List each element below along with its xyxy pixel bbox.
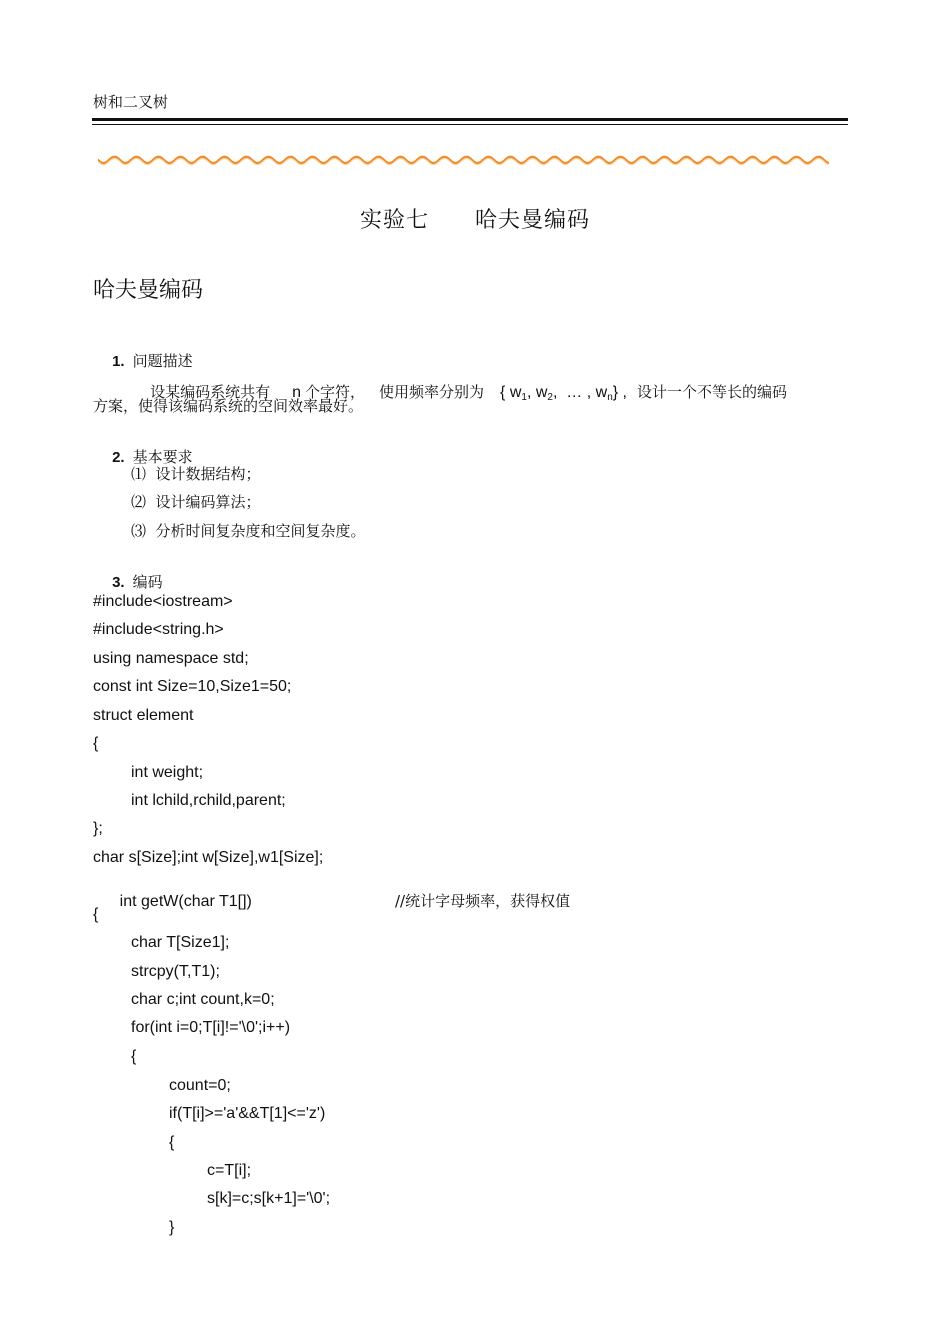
code-line: s[k]=c;s[k+1]='\0'; xyxy=(207,1190,331,1207)
heading-text: 基本要求 xyxy=(132,448,193,466)
code-line: struct element xyxy=(93,707,194,724)
code-line: { xyxy=(93,735,99,752)
problem-text-b: 个字符， xyxy=(305,383,366,401)
code-comment: //统计字母频率，获得权值 xyxy=(395,892,571,910)
code-line: count=0; xyxy=(169,1077,231,1094)
title-experiment-number: 实验七 xyxy=(359,208,429,233)
code-line: #include<string.h> xyxy=(93,621,224,638)
code-line: } xyxy=(169,1219,175,1236)
code-line-with-comment xyxy=(93,878,593,926)
weight-sep-2: , … , w xyxy=(552,384,608,401)
heading-number: 2. xyxy=(112,449,125,466)
weight-set xyxy=(500,384,627,401)
code-line: c=T[i]; xyxy=(207,1162,252,1179)
problem-text-n: n xyxy=(292,384,301,401)
code-line: int weight; xyxy=(131,764,204,781)
title-topic: 哈夫曼编码 xyxy=(475,208,591,233)
problem-text-a: 设某编码系统共有 xyxy=(150,383,271,401)
code-line: #include<iostream> xyxy=(93,593,233,610)
heading-number: 1. xyxy=(112,353,125,370)
requirement-item: ⑴ 设计数据结构； xyxy=(131,465,261,483)
code-text: int getW(char T1[]) xyxy=(119,893,252,910)
requirement-item: ⑶ 分析时间复杂度和空间复杂度。 xyxy=(131,522,366,540)
weight-sep-1: , w xyxy=(526,384,548,401)
weight-set-open: { w xyxy=(500,384,522,401)
heading-number: 3. xyxy=(112,574,125,591)
problem-paragraph-line-2: 方案，使得该编码系统的空间效率最好。 xyxy=(93,397,364,415)
code-line: char T[Size1]; xyxy=(131,934,230,951)
code-line: int lchild,rchild,parent; xyxy=(131,792,286,809)
code-line: char s[Size];int w[Size],w1[Size]; xyxy=(93,849,324,866)
section-heading: 哈夫曼编码 xyxy=(93,278,204,303)
code-line: for(int i=0;T[i]!='\0';i++) xyxy=(131,1019,291,1036)
problem-text-c: 使用频率分别为 xyxy=(379,383,485,401)
problem-text-d: 设计一个不等长的编码 xyxy=(636,383,787,401)
decorative-wave-divider xyxy=(98,153,830,167)
weight-sub-2: 2 xyxy=(547,392,553,403)
code-line: using namespace std; xyxy=(93,650,249,667)
code-line: { xyxy=(131,1048,137,1065)
code-line: { xyxy=(93,906,99,923)
heading-text: 问题描述 xyxy=(132,352,193,370)
weight-sub-1: 1 xyxy=(521,392,527,403)
weight-set-close: } , xyxy=(612,384,627,401)
running-header: 树和二叉树 xyxy=(93,93,169,111)
requirement-item: ⑵ 设计编码算法； xyxy=(131,493,261,511)
code-line: }; xyxy=(93,820,103,837)
header-rule-thin xyxy=(92,124,848,125)
code-line: { xyxy=(169,1134,175,1151)
code-line: const int Size=10,Size1=50; xyxy=(93,678,292,695)
code-line: if(T[i]>='a'&&T[1]<='z') xyxy=(169,1105,326,1122)
header-rule-thick xyxy=(92,118,848,121)
heading-text: 编码 xyxy=(132,573,163,591)
weight-sub-n: n xyxy=(607,392,613,403)
code-line: char c;int count,k=0; xyxy=(131,991,275,1008)
document-title xyxy=(0,203,950,234)
code-line: strcpy(T,T1); xyxy=(131,963,220,980)
